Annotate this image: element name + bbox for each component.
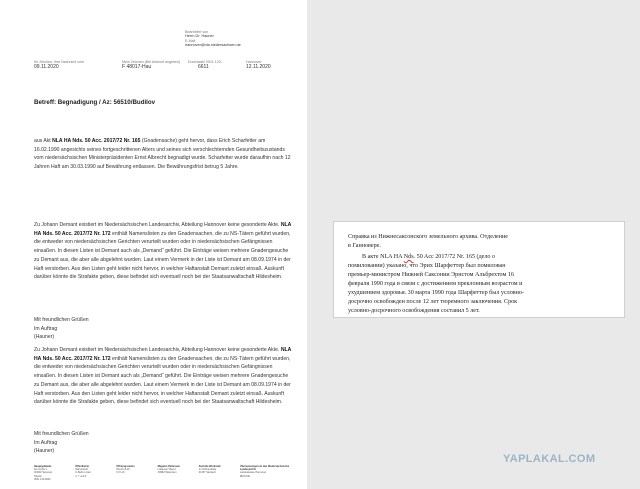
signature-role: Im Auftrag xyxy=(34,325,58,332)
ref-label: Hannover xyxy=(246,60,262,64)
ref-field-extension xyxy=(188,60,222,70)
ref-label: Durchwahl 0511 120- xyxy=(188,60,222,64)
archive-reference: NLA HA Nds. 50 Acc. 2017/72 Nr. 172 xyxy=(34,347,292,362)
paragraph-demant-repeat: Zu Johann Demant existiert im Niedersächsischen Landesarchiv, Abteilung Hannover keine gesonderte Akte. NLA HA Nds. 50 Acc. 2017/72 Nr. 172 enthält Namenslisten zu den Gnadensachen, die zu NS-Tätern geführt wurden, die entweder von niedersächsischen Gerichten verurteilt wurden oder in niedersächsischen Gefängnissen einsaßen. In diesen Listen ist Demant auch als „Demand“ geführt. Die Einträge weisen mehrere Gnadengesuche zu Demant aus, die aber alle abgelehnt wurden. Laut einem Vermerk in der Liste ist Demant am 08.09.1974 in der Haft verstorben. Aus den Listen geht leider nicht hervor, in welcher Haftanstalt Demant zuletzt einsaß. Auskunft darüber könnte die Strafakte geben, diese befindet sich eventuell noch bei der Staatsanwaltschaft Hildesheim. xyxy=(34,347,292,406)
translation-line: февраля 1990 года в связи с достижением преклонным возрастом и xyxy=(348,281,523,287)
archive-reference: NLA HA Nds. 50 Acc. 2017/72 Nr. 165 xyxy=(52,138,141,144)
translation-line: условно-досрочного освобождения составил 5 лет. xyxy=(348,308,480,314)
signature-block-repeat xyxy=(34,430,89,456)
signature-closing: Mit freundlichen Grüßen xyxy=(34,431,89,437)
sender-name: Herrn Dr. Hauner xyxy=(185,34,214,38)
signature-name: (Hauner) xyxy=(34,334,55,341)
signature-closing: Mit freundlichen Grüßen xyxy=(34,317,89,323)
sender-label: Bearbeitet von xyxy=(185,30,209,34)
site-watermark: YAPLAKAL.COM xyxy=(503,453,596,465)
ref-value: 09.11.2020 xyxy=(34,64,59,70)
translation-line: помиловании) указано, что Эрих Шарфеттер был помилован xyxy=(348,263,506,269)
footer-column: Hauptgebäude Am Archiv 1 30169 Hannover Telefon 0511 120-6601 xyxy=(34,465,53,481)
sender-block xyxy=(185,30,241,47)
letter-subject: Betreff: Begnadigung / Az: 56510/Budilov xyxy=(34,99,156,106)
signature-name: (Hauner) xyxy=(34,448,55,455)
ref-value: 6611 xyxy=(198,64,209,70)
translation-line: в Ганновере. xyxy=(348,243,381,249)
signature-block xyxy=(34,316,89,342)
footer-column: Öffentlicher Nahverkehr U-Bahn Linien 3, 7 und 9 xyxy=(75,465,92,478)
signature-role: Im Auftrag xyxy=(34,439,58,446)
sender-email-label: E-Mail xyxy=(185,38,196,43)
ref-label: Ihr Zeichen, Ihre Nachricht vom xyxy=(34,60,85,64)
ref-field-date xyxy=(246,60,271,70)
ref-value: 12.11.2020 xyxy=(246,64,271,70)
translation-box xyxy=(333,221,625,318)
ref-field-my-ref xyxy=(122,60,180,70)
archive-reference: NLA HA Nds. 50 Acc. 2017/72 Nr. 172 xyxy=(34,222,292,237)
translation-line: досрочно освобожден после 12 лет тюремного заключения. Срок xyxy=(348,299,518,305)
footer-column: Zentrale Werkstatt Im Kirchenfelde 31157 Sarstedt xyxy=(198,465,221,475)
footer-column: Überweisungen an das Niedersächsische Landesarchiv Landeskasse Hannover IBAN DE xyxy=(239,465,290,478)
letter-footer xyxy=(34,465,300,481)
paragraph-demant: Zu Johann Demant existiert im Niedersächsischen Landesarchiv, Abteilung Hannover keine gesonderte Akte. NLA HA Nds. 50 Acc. 2017/72 Nr. 172 enthält Namenslisten zu den Gnadensachen, die zu NS-Tätern geführt wurden, die entweder von niedersächsischen Gerichten verurteilt wurden oder in niedersächsischen Gefängnissen einsaßen. In diesen Listen ist Demant auch als „Demand“ geführt. Die Einträge weisen mehrere Gnadengesuche zu Demant aus, die aber alle abgelehnt wurden. Laut einem Vermerk in der Liste ist Demant am 08.09.1974 in der Haft verstorben. Aus den Listen geht leider nicht hervor, in welcher Haftanstalt Demant zuletzt einsaß. Auskunft darüber könnte die Strafakte geben, diese befindet sich eventuell noch bei der Staatsanwaltschaft Hildesheim. xyxy=(34,222,292,281)
translation-line: ухудшением здоровья. 30 марта 1990 года Шарфеттер был условно- xyxy=(348,290,524,296)
spellcheck-underlined-word: Nds xyxy=(403,254,414,260)
translation-line: Справка из Нижнесаксонского земельного архива. Отделение xyxy=(348,234,508,240)
ref-field-your-ref xyxy=(34,60,84,70)
ref-label: Mein Zeichen (Bei Antwort angeben) xyxy=(122,60,181,64)
footer-column: Magazin Pattensen Lüdersen Weg 2 30982 Pattensen xyxy=(157,465,181,475)
sender-email[interactable]: hannover@nla.niedersachsen.de xyxy=(185,42,241,47)
reference-row xyxy=(34,60,274,74)
footer-column: Öffnungszeiten Mo-Do 8-16 Fr 8-13 xyxy=(116,465,135,475)
translation-line: В акте NLA HA Nds. 50 Acc 2017/72 Nr. 165 (дело о xyxy=(362,254,496,260)
letter-page xyxy=(0,0,307,489)
paragraph-scharfetter: aus Akt NLA HA Nds. 50 Acc. 2017/72 Nr. 165 (Gnadensache) geht hervor, dass Erich Scharfetter am 16.02.1990 angesichts seines fortgeschrittenen Alters und seines sich verschlechternden Gesundheitszustands vom niedersächsischen Ministerpräsidenten Ernst Albrecht begnadigt wurde. Scharfetter wurde daraufhin nach 12 Jahren Haft am 30.03.1990 auf Bewährung entlassen. Die Bewährungsfrist betrug 5 Jahre. xyxy=(34,138,291,171)
ref-value: F 48017-Hau xyxy=(122,64,152,70)
translation-line: премьер-министром Нижней Саксонии Эрнстом Альбрехтом 16 xyxy=(348,272,514,278)
